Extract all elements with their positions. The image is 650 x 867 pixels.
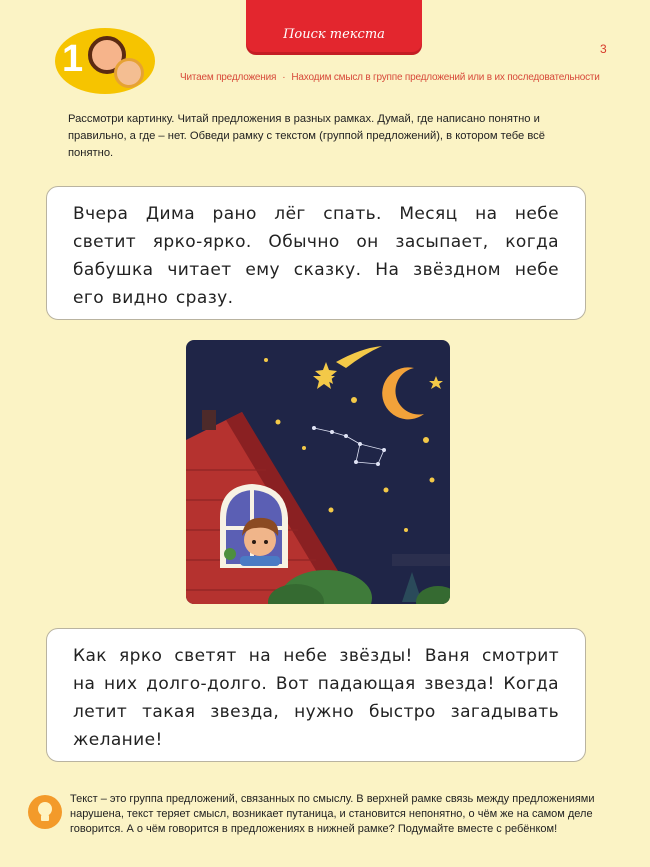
text-frame-bottom-content: Как ярко светят на небе звёзды! Ваня смотрит на них долго-долго. Вот падающая звезда! Когда летит такая звезда, нужно быстро загадывать желание! bbox=[73, 646, 559, 750]
night-scene-illustration bbox=[186, 340, 450, 604]
breadcrumb bbox=[180, 72, 600, 83]
parent-note: Текст – это группа предложений, связанных по смыслу. В верхней рамке связь между предложениями нарушена, текст теряет смысл, возникает путаница, и становится непонятно, о чём же на самом деле говорится. А о чём говорится в предложениях в нижней рамке? Подумайте вместе с ребёнком! bbox=[70, 793, 595, 835]
text-frame-top[interactable] bbox=[46, 186, 586, 320]
breadcrumb-separator: · bbox=[282, 72, 286, 83]
child-face-icon bbox=[114, 58, 144, 88]
text-frame-top-content: Вчера Дима рано лёг спать. Месяц на небе светит ярко-ярко. Обычно он засыпает, когда бабушка читает ему сказку. На звёздном небе его видно сразу. bbox=[73, 204, 559, 308]
breadcrumb-item-2: Находим смысл в группе предложений или в их последовательности bbox=[291, 72, 600, 83]
breadcrumb-item-1: Читаем предложения bbox=[180, 72, 277, 83]
task-instruction: Рассмотри картинку. Читай предложения в разных рамках. Думай, где написано понятно и правильно, а где – нет. Обведи рамку с текстом (группой предложений), в котором тебе всё понятно. bbox=[68, 113, 545, 159]
lightbulb-glyph bbox=[28, 795, 62, 829]
page-number: 3 bbox=[600, 42, 607, 56]
text-frame-bottom[interactable] bbox=[46, 628, 586, 762]
section-tab-label: Поиск текста bbox=[283, 27, 385, 42]
badge-number: 1 bbox=[62, 38, 84, 80]
night-scene-svg bbox=[186, 340, 450, 604]
section-tab bbox=[246, 0, 422, 52]
lightbulb-icon bbox=[28, 795, 62, 829]
